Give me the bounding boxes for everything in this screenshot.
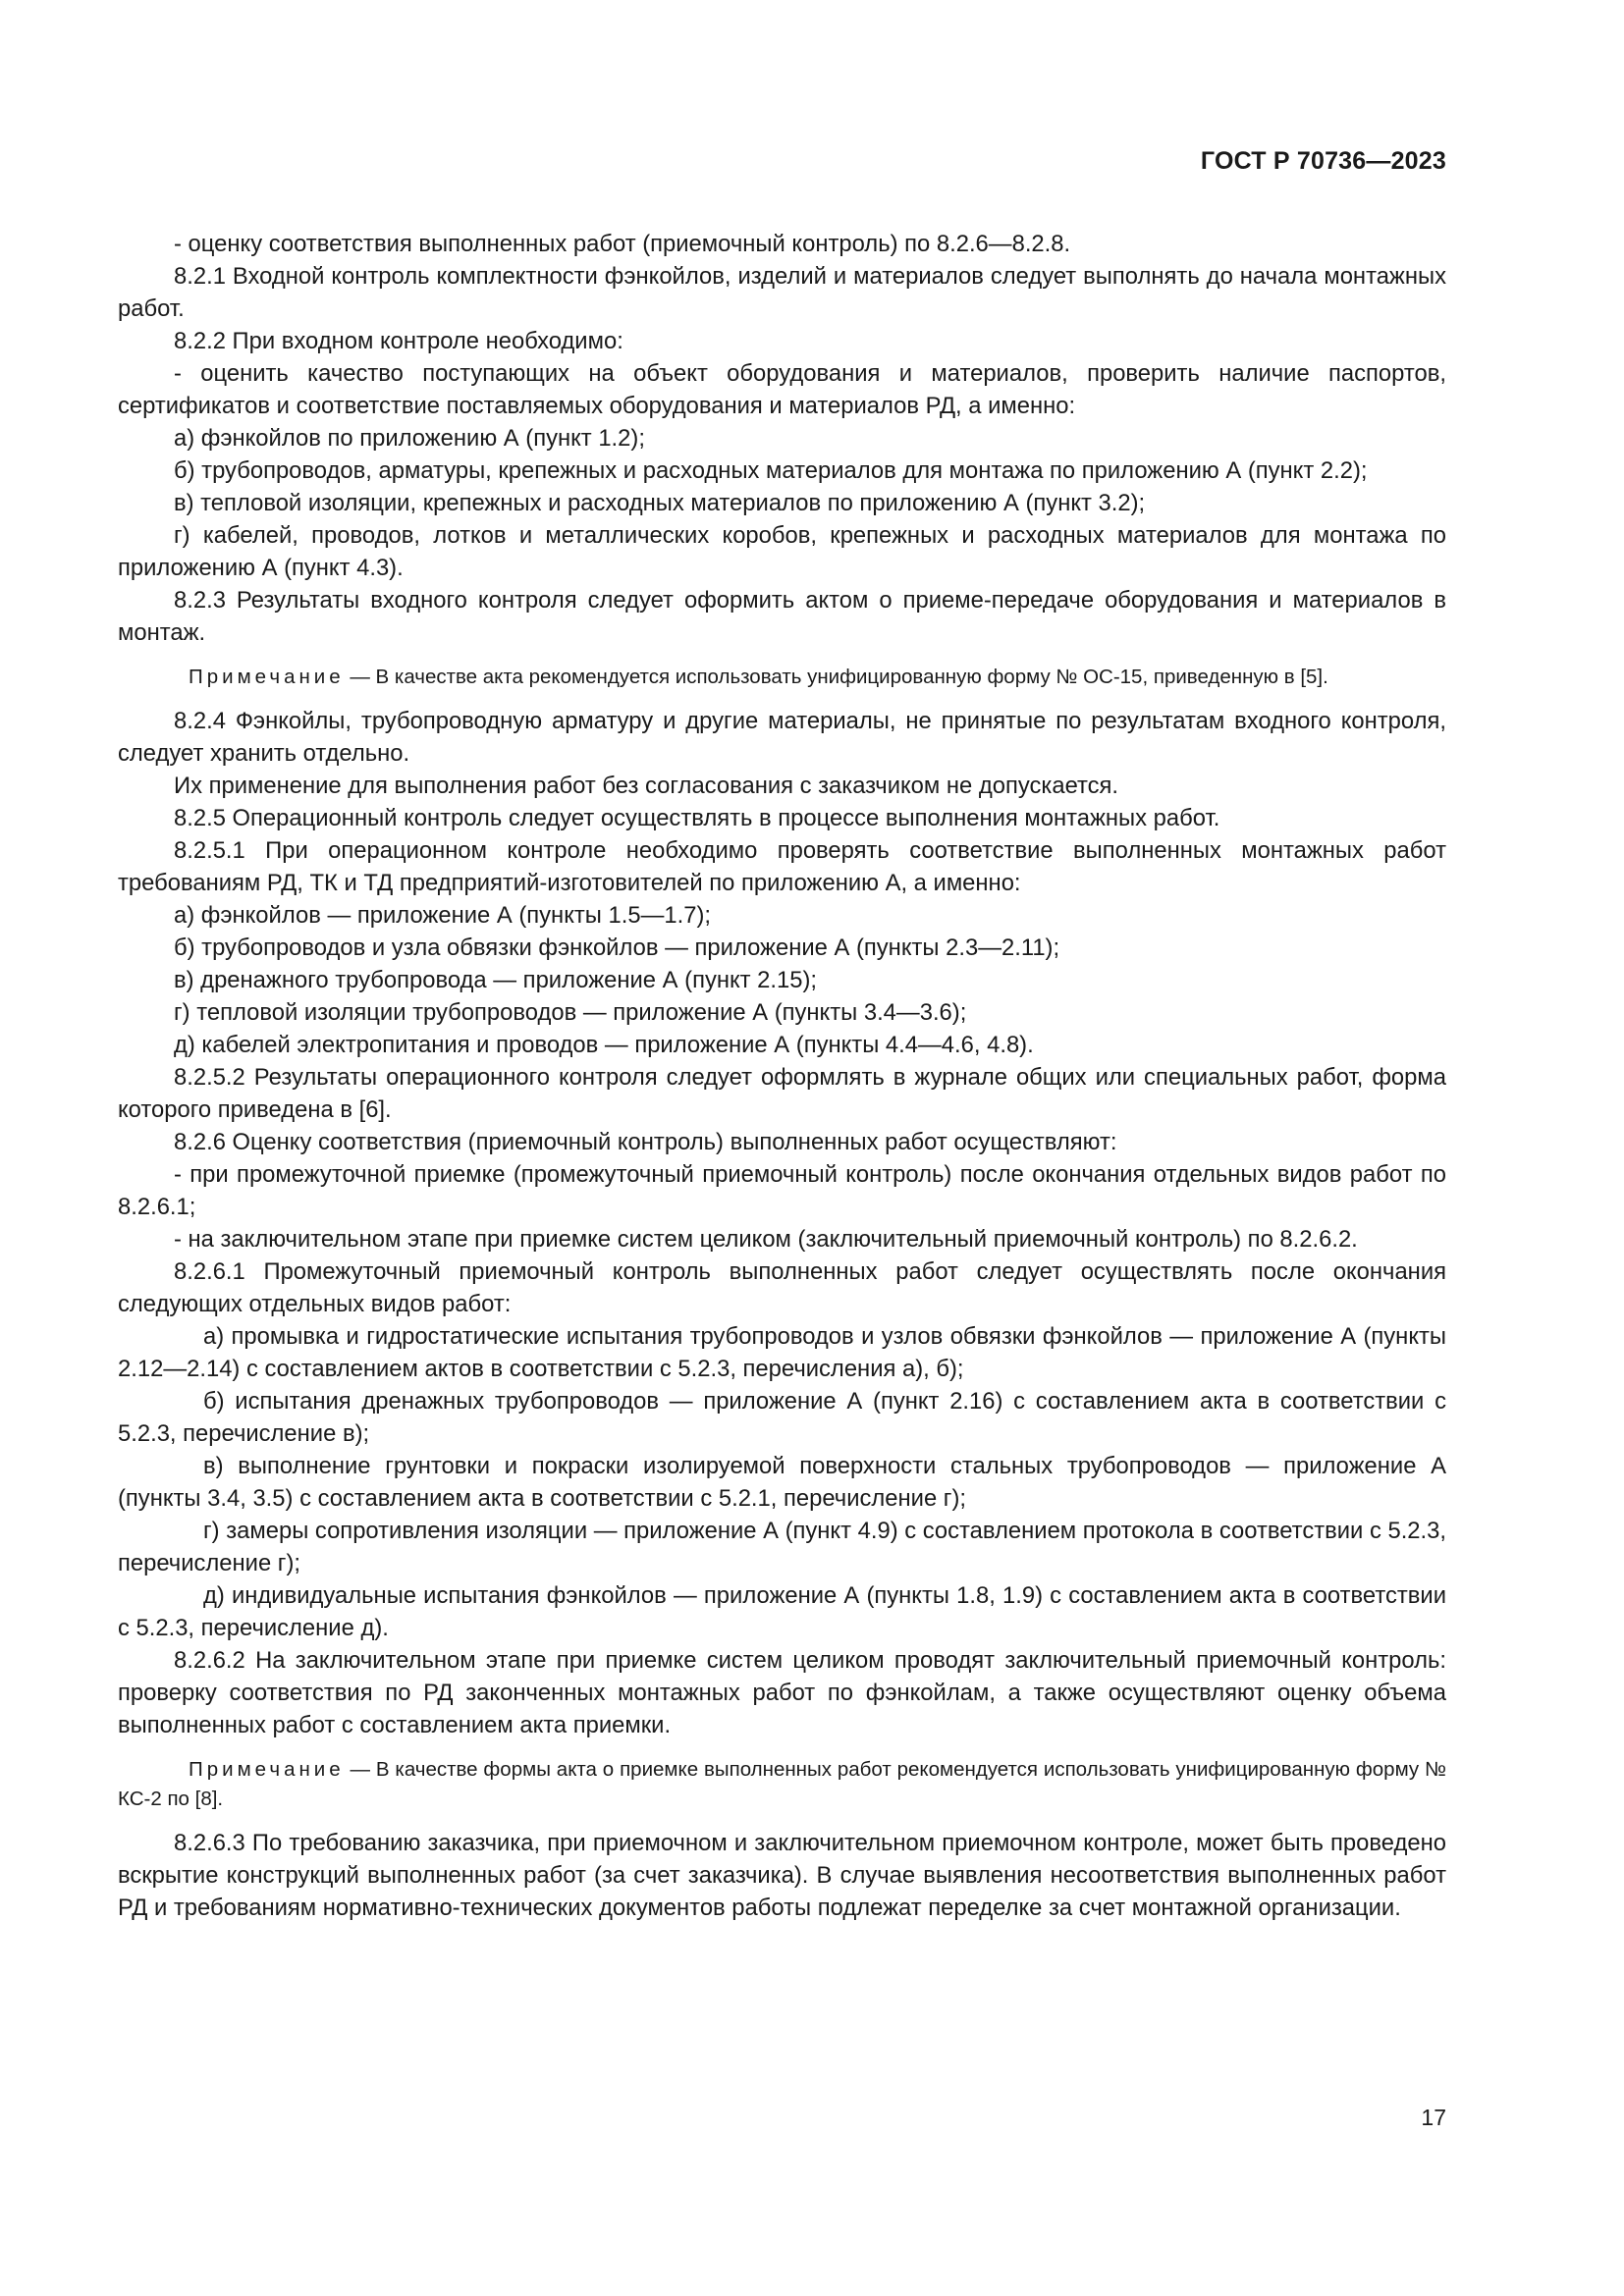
document-body <box>118 228 1446 1924</box>
list-item: д) кабелей электропитания и проводов — приложение А (пункты 4.4—4.6, 4.8). <box>174 1032 1034 1058</box>
note <box>118 663 1446 692</box>
note <box>118 1755 1446 1814</box>
paragraph: 8.2.6.2 На заключительном этапе при приемке систем целиком проводят заключительный приемочный контроль: проверку соответствия по РД законченных монтажных работ по фэнкойлам, а также осуществляют оценку объема выполненных работ с составлением акта приемки. <box>118 1647 1446 1738</box>
note-label: Примечание <box>189 666 345 688</box>
paragraph: 8.2.6 Оценку соответствия (приемочный контроль) выполненных работ осуществляют: <box>174 1129 1117 1155</box>
note-text: — В качестве формы акта о приемке выполненных работ рекомендуется использовать унифицированную форму № КС-2 по [8]. <box>118 1758 1446 1810</box>
list-item: б) трубопроводов и узла обвязки фэнкойлов — приложение А (пункты 2.3—2.11); <box>174 934 1060 961</box>
paragraph: 8.2.1 Входной контроль комплектности фэнкойлов, изделий и материалов следует выполнять до начала монтажных работ. <box>118 263 1446 322</box>
list-item: в) выполнение грунтовки и покраски изолируемой поверхности стальных трубопроводов — приложение А (пункты 3.4, 3.5) с составлением акта в соответствии с 5.2.1, перечисление г); <box>118 1453 1446 1512</box>
paragraph: - при промежуточной приемке (промежуточный приемочный контроль) после окончания отдельных видов работ по 8.2.6.1; <box>118 1161 1446 1220</box>
paragraph: 8.2.6.3 По требованию заказчика, при приемочном и заключительном приемочном контроле, может быть проведено вскрытие конструкций выполненных работ (за счет заказчика). В случае выявления несоответствия выполненных работ РД и требованиям нормативно-технических документов работы подлежат переделке за счет монтажной организации. <box>118 1830 1446 1921</box>
paragraph: 8.2.5.1 При операционном контроле необходимо проверять соответствие выполненных монтажных работ требованиям РД, ТК и ТД предприятий-изготовителей по приложению А, а именно: <box>118 837 1446 896</box>
paragraph: - оценить качество поступающих на объект оборудования и материалов, проверить наличие паспортов, сертификатов и соответствие поставляемых оборудования и материалов РД, а именно: <box>118 360 1446 419</box>
list-item: г) кабелей, проводов, лотков и металлических коробов, крепежных и расходных материалов для монтажа по приложению А (пункт 4.3). <box>118 522 1446 581</box>
paragraph: 8.2.3 Результаты входного контроля следует оформить актом о приеме-передаче оборудования и материалов в монтаж. <box>118 587 1446 646</box>
list-item: г) тепловой изоляции трубопроводов — приложение А (пункты 3.4—3.6); <box>174 999 967 1026</box>
list-item: д) индивидуальные испытания фэнкойлов — приложение А (пункты 1.8, 1.9) с составлением акта в соответствии с 5.2.3, перечисление д). <box>118 1582 1446 1641</box>
document-header: ГОСТ Р 70736—2023 <box>1200 147 1446 175</box>
list-item: г) замеры сопротивления изоляции — приложение А (пункт 4.9) с составлением протокола в соответствии с 5.2.3, перечисление г); <box>118 1518 1446 1576</box>
list-item: б) испытания дренажных трубопроводов — приложение А (пункт 2.16) с составлением акта в соответствии с 5.2.3, перечисление в); <box>118 1388 1446 1447</box>
paragraph: 8.2.5.2 Результаты операционного контроля следует оформлять в журнале общих или специальных работ, форма которого приведена в [6]. <box>118 1064 1446 1123</box>
list-item: а) фэнкойлов по приложению А (пункт 1.2); <box>174 425 645 452</box>
page-number: 17 <box>1421 2105 1446 2130</box>
list-item: в) дренажного трубопровода — приложение А (пункт 2.15); <box>174 967 818 993</box>
paragraph: 8.2.6.1 Промежуточный приемочный контроль выполненных работ следует осуществлять после окончания следующих отдельных видов работ: <box>118 1258 1446 1317</box>
paragraph: - на заключительном этапе при приемке систем целиком (заключительный приемочный контроль) по 8.2.6.2. <box>174 1226 1358 1253</box>
list-item: а) фэнкойлов — приложение А (пункты 1.5—1.7); <box>174 902 711 929</box>
list-item: в) тепловой изоляции, крепежных и расходных материалов по приложению А (пункт 3.2); <box>174 490 1146 516</box>
paragraph: - оценку соответствия выполненных работ (приемочный контроль) по 8.2.6—8.2.8. <box>174 231 1071 257</box>
list-item: а) промывка и гидростатические испытания трубопроводов и узлов обвязки фэнкойлов — приложение А (пункты 2.12—2.14) с составлением актов в соответствии с 5.2.3, перечисления а), б); <box>118 1323 1446 1382</box>
note-label: Примечание <box>189 1758 345 1781</box>
paragraph: 8.2.4 Фэнкойлы, трубопроводную арматуру и другие материалы, не принятые по результатам входного контроля, следует хранить отдельно. <box>118 708 1446 767</box>
list-item: б) трубопроводов, арматуры, крепежных и расходных материалов для монтажа по приложению А (пункт 2.2); <box>174 457 1368 484</box>
paragraph: 8.2.2 При входном контроле необходимо: <box>174 328 623 354</box>
paragraph: Их применение для выполнения работ без согласования с заказчиком не допускается. <box>174 773 1119 799</box>
paragraph: 8.2.5 Операционный контроль следует осуществлять в процессе выполнения монтажных работ. <box>174 805 1220 831</box>
note-text: — В качестве акта рекомендуется использовать унифицированную форму № ОС-15, приведенную в [5]. <box>344 666 1328 688</box>
